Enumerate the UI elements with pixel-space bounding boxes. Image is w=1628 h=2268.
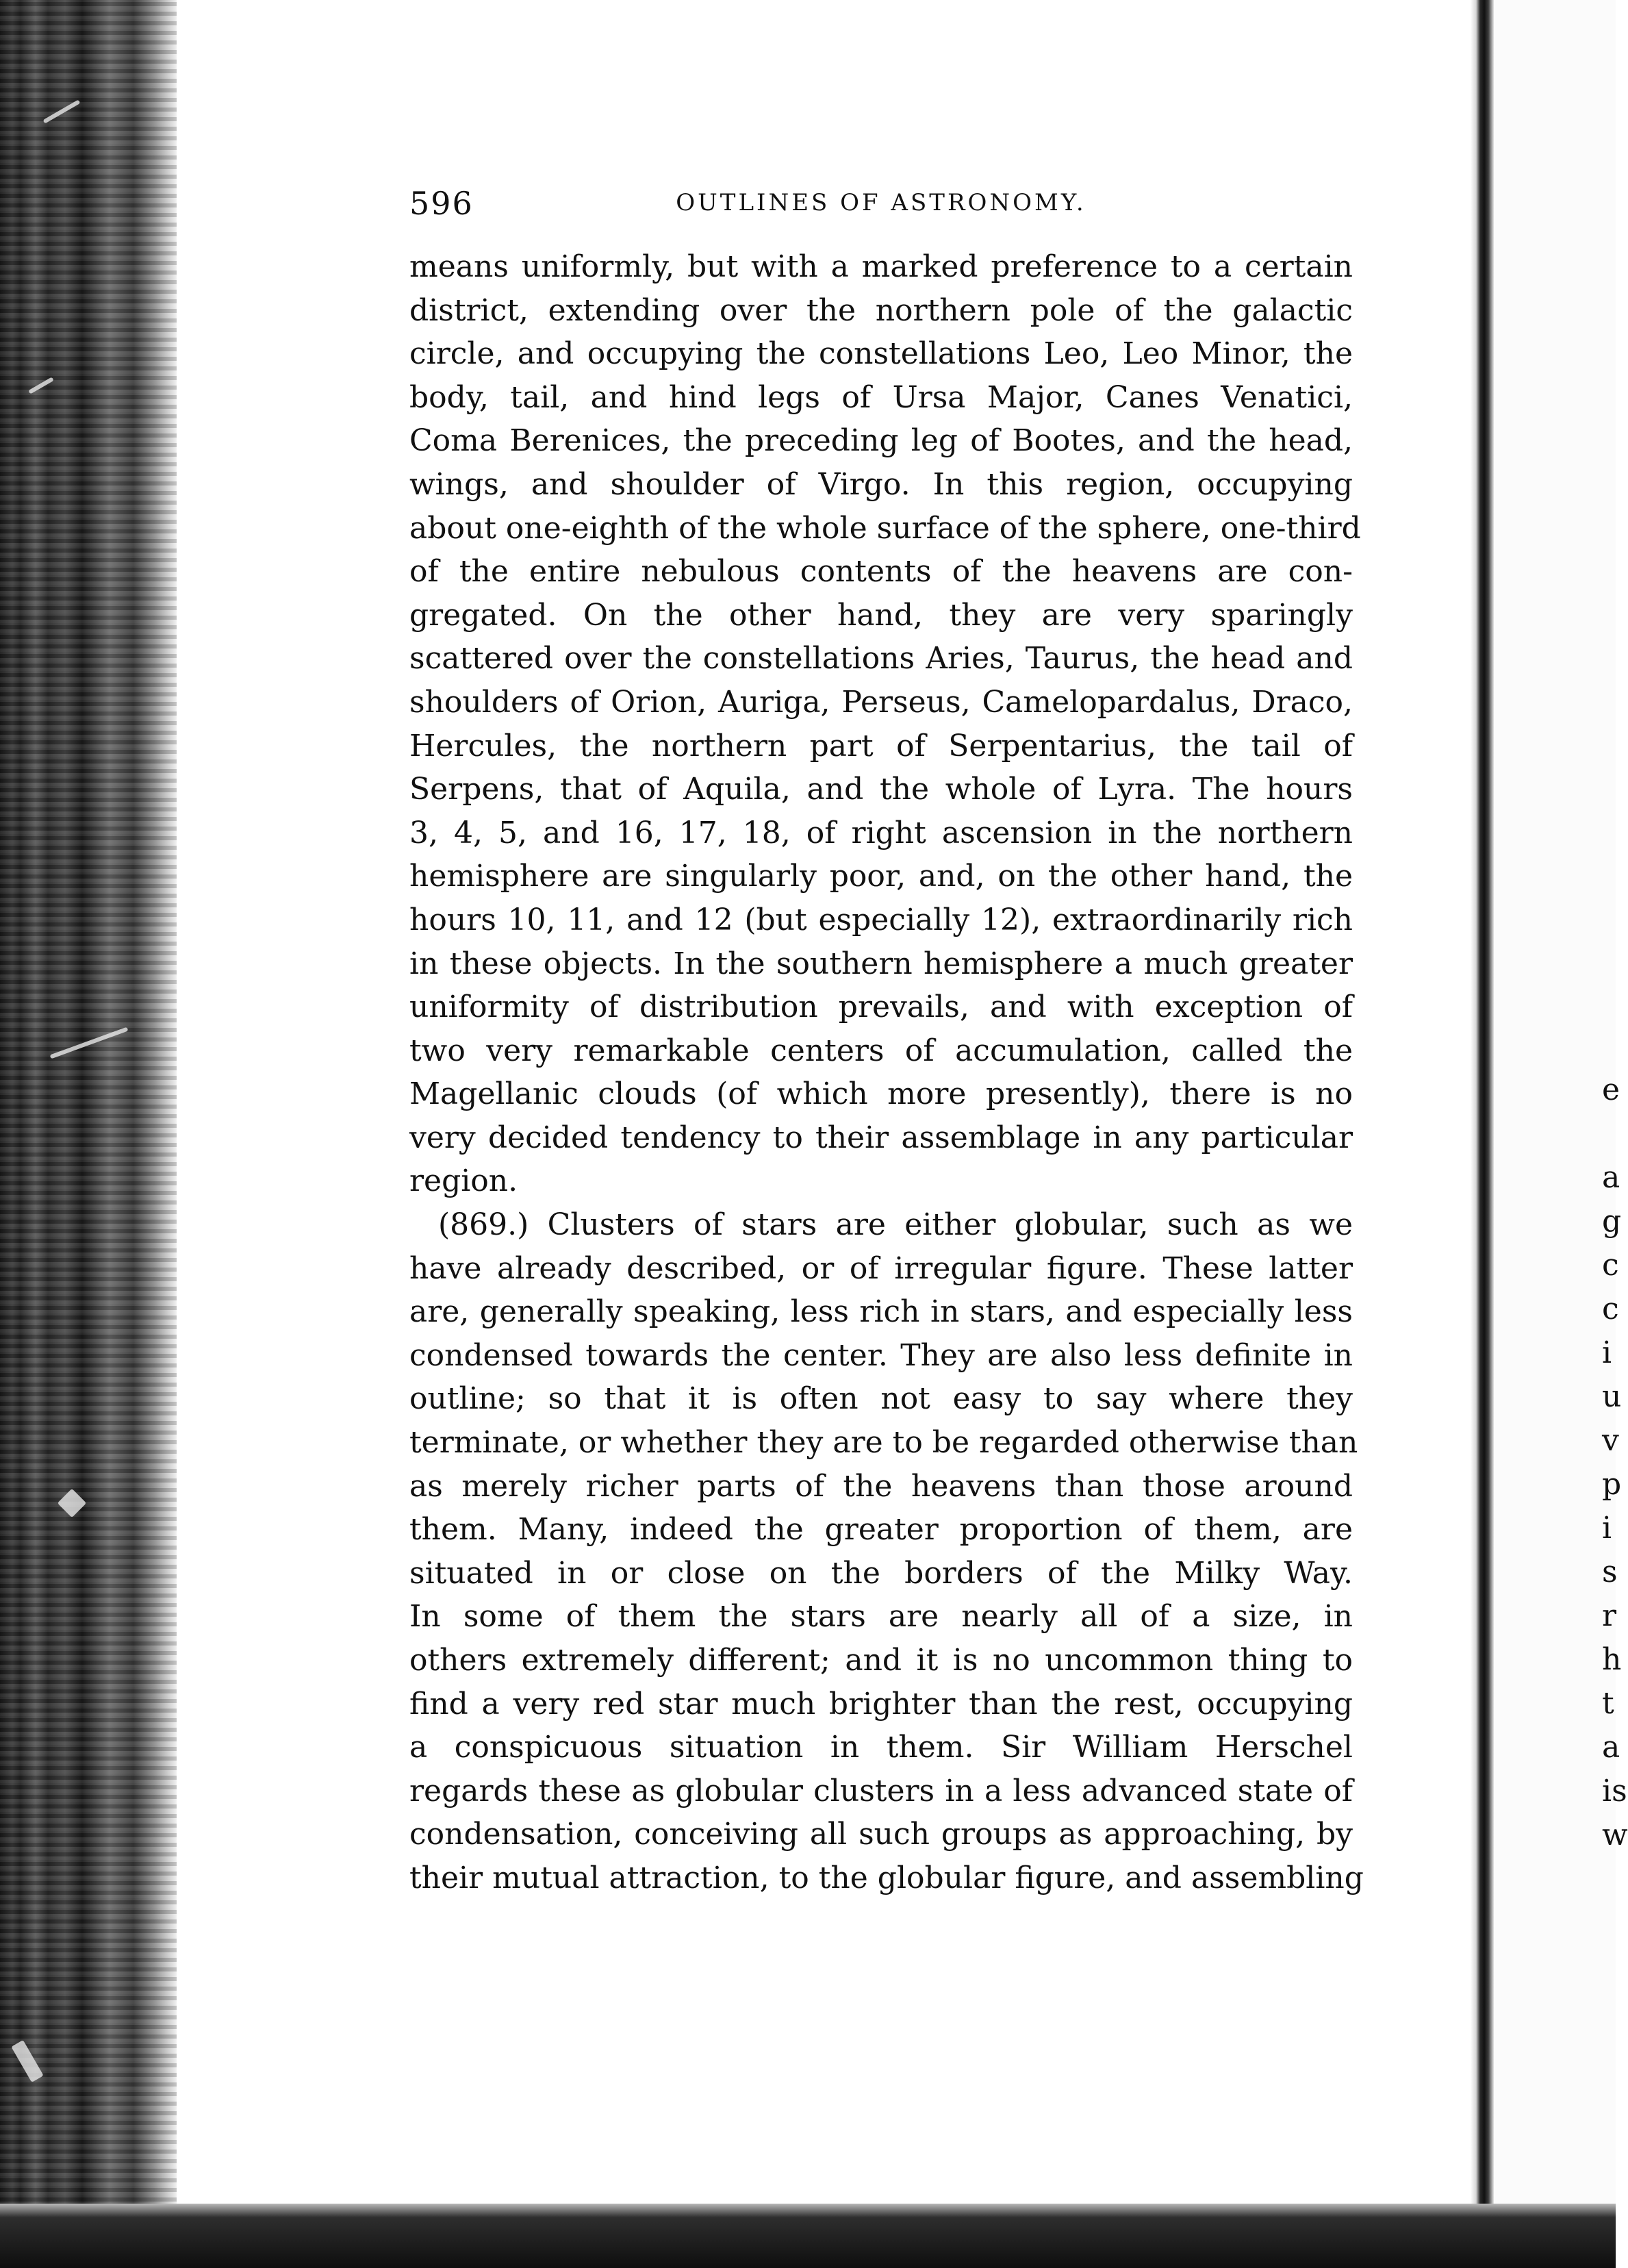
adjacent-letter: p xyxy=(1602,1467,1622,1502)
text-line: Hercules, the northern part of Serpentarius, the tail of xyxy=(409,728,1353,764)
text-line: terminate, or whether they are to be regarded otherwise than xyxy=(409,1425,1358,1461)
adjacent-page xyxy=(1494,0,1628,2212)
page-gutter xyxy=(1471,0,1494,2212)
text-line: body, tail, and hind legs of Ursa Major, Canes Venatici, xyxy=(409,379,1353,415)
text-line: are, generally speaking, less rich in stars, and especially less xyxy=(409,1294,1353,1330)
scan-artifact xyxy=(11,2040,43,2082)
text-line: condensed towards the center. They are also less definite in xyxy=(409,1337,1353,1373)
text-line: have already described, or of irregular figure. These latter xyxy=(409,1250,1353,1286)
text-line: as merely richer parts of the heavens than those around xyxy=(409,1468,1353,1504)
text-line: of the entire nebulous contents of the heavens are con- xyxy=(409,554,1353,590)
text-line: gregated. On the other hand, they are very sparingly xyxy=(409,597,1353,633)
page-number: 596 xyxy=(409,185,474,222)
text-line: situated in or close on the borders of the Milky Way. xyxy=(409,1555,1353,1591)
text-line: about one-eighth of the whole surface of the sphere, one-third xyxy=(409,510,1361,546)
text-line: them. Many, indeed the greater proportion of them, are xyxy=(409,1512,1353,1548)
running-head xyxy=(409,185,1353,226)
adjacent-letter: c xyxy=(1602,1292,1619,1326)
adjacent-letter: a xyxy=(1602,1160,1620,1195)
text-line: In some of them the stars are nearly all of a size, in xyxy=(409,1599,1353,1635)
text-line: district, extending over the northern pole of the galactic xyxy=(409,292,1353,328)
text-line: region. xyxy=(409,1163,518,1199)
adjacent-letter: c xyxy=(1602,1248,1619,1283)
text-line: Serpens, that of Aquila, and the whole of Lyra. The hours xyxy=(409,772,1353,807)
text-line: Magellanic clouds (of which more presently), there is no xyxy=(409,1076,1353,1112)
text-line: uniformity of distribution prevails, and with exception of xyxy=(409,990,1353,1025)
text-line: (869.) Clusters of stars are either globular, such as we xyxy=(438,1207,1353,1243)
adjacent-letter: u xyxy=(1602,1379,1622,1414)
adjacent-letter: e xyxy=(1602,1072,1620,1107)
text-line: wings, and shoulder of Virgo. In this region, occupying xyxy=(409,466,1353,502)
text-line: Coma Berenices, the preceding leg of Bootes, and the head, xyxy=(409,423,1353,459)
book-page xyxy=(409,185,1364,1900)
scan-artifact xyxy=(50,1027,129,1059)
text-line: hemisphere are singularly poor, and, on the other hand, the xyxy=(409,859,1353,894)
adjacent-letter: v xyxy=(1602,1423,1619,1458)
text-line: circle, and occupying the constellations Leo, Leo Minor, the xyxy=(409,336,1353,372)
text-line: scattered over the constellations Aries, Taurus, the head and xyxy=(409,641,1353,677)
text-line: regards these as globular clusters in a less advanced state of xyxy=(409,1773,1353,1809)
adjacent-letter: a xyxy=(1602,1730,1620,1765)
text-line: shoulders of Orion, Auriga, Perseus, Camelopardalus, Draco, xyxy=(409,684,1353,720)
adjacent-letter: i xyxy=(1602,1511,1612,1546)
adjacent-letter: i xyxy=(1602,1335,1612,1370)
text-line: very decided tendency to their assemblage in any particular xyxy=(409,1120,1353,1155)
adjacent-letter: r xyxy=(1602,1598,1617,1633)
body-text xyxy=(409,245,1364,1900)
scanner-bottom-edge xyxy=(0,2204,1616,2268)
text-line: condensation, conceiving all such groups as approaching, by xyxy=(409,1817,1353,1852)
text-line: a conspicuous situation in them. Sir William Herschel xyxy=(409,1730,1353,1765)
adjacent-letter: t xyxy=(1602,1686,1614,1721)
adjacent-letter: h xyxy=(1602,1642,1622,1677)
text-line: in these objects. In the southern hemisphere a much greater xyxy=(409,946,1353,981)
text-line: two very remarkable centers of accumulation, called the xyxy=(409,1033,1353,1068)
scan-artifact xyxy=(43,99,81,123)
text-line: others extremely different; and it is no uncommon thing to xyxy=(409,1643,1353,1678)
adjacent-letter: s xyxy=(1602,1554,1618,1589)
text-line: hours 10, 11, and 12 (but especially 12), extraordinarily rich xyxy=(409,902,1353,937)
text-line: 3, 4, 5, and 16, 17, 18, of right ascension in the northern xyxy=(409,815,1353,850)
text-line: find a very red star much brighter than the rest, occupying xyxy=(409,1686,1353,1722)
adjacent-letter: g xyxy=(1602,1204,1622,1239)
scanner-left-edge xyxy=(0,0,177,2268)
adjacent-letter: is xyxy=(1602,1774,1627,1809)
running-title: OUTLINES OF ASTRONOMY. xyxy=(676,189,1086,216)
adjacent-page-letters xyxy=(1602,1068,1628,1857)
adjacent-letter: w xyxy=(1602,1817,1628,1852)
text-line: means uniformly, but with a marked preference to a certain xyxy=(409,249,1353,284)
scan-artifact xyxy=(58,1489,86,1517)
text-line: their mutual attraction, to the globular figure, and assembling xyxy=(409,1860,1364,1895)
text-line: outline; so that it is often not easy to say where they xyxy=(409,1381,1353,1417)
adjacent-letter xyxy=(1602,1112,1616,1156)
scan-artifact xyxy=(28,377,54,394)
